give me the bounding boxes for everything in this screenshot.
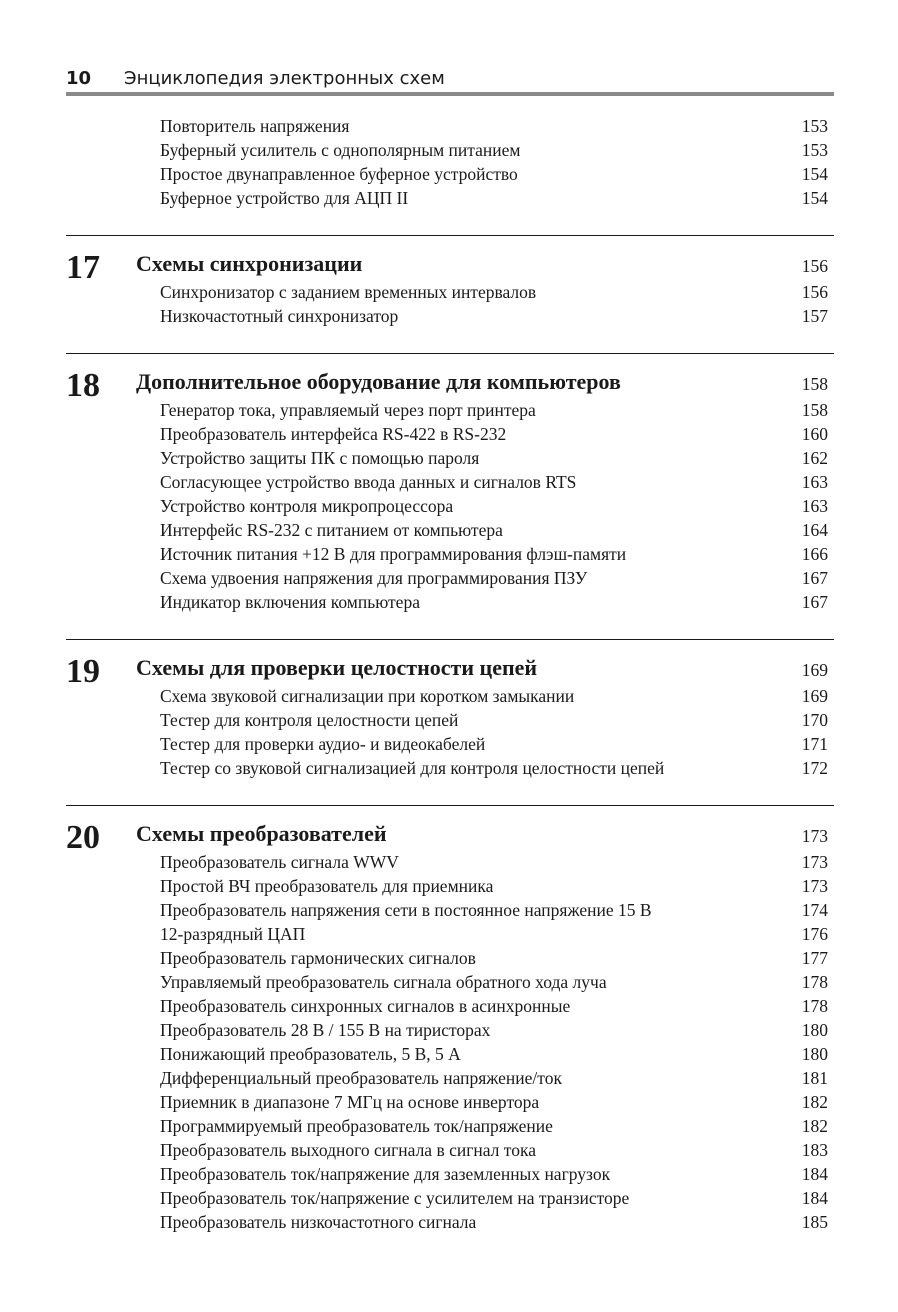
- toc-entry: [66, 874, 834, 898]
- entry-title: Буферное устройство для АЦП II: [160, 188, 409, 208]
- entry-page-number: 184: [801, 1164, 828, 1184]
- toc-entry: [66, 590, 834, 614]
- toc-entry: [66, 922, 834, 946]
- toc-entry: [66, 470, 834, 494]
- toc-entry: [66, 304, 834, 328]
- entry-title: Простое двунаправленное буферное устройство: [160, 164, 518, 184]
- entry-page-number: 178: [801, 996, 828, 1016]
- entry-page-number: 183: [801, 1140, 828, 1160]
- entry-page-number: 166: [801, 544, 828, 564]
- entry-title: Преобразователь интерфейса RS-422 в RS-232: [160, 424, 507, 444]
- entry-title: Преобразователь выходного сигнала в сигнал тока: [160, 1140, 536, 1160]
- entry-title: Преобразователь синхронных сигналов в асинхронные: [160, 996, 571, 1016]
- entry-title: Простой ВЧ преобразователь для приемника: [160, 876, 494, 896]
- toc-entry: [66, 708, 834, 732]
- toc-entry: [66, 732, 834, 756]
- chapter-number: 19: [66, 653, 100, 690]
- intro-entries: [66, 114, 834, 210]
- toc-entry: [66, 684, 834, 708]
- toc-entry: [66, 114, 834, 138]
- entry-title: Преобразователь 28 В / 155 В на тиристорах: [160, 1020, 491, 1040]
- toc-entry: [66, 1210, 834, 1234]
- entry-title: Преобразователь гармонических сигналов: [160, 948, 476, 968]
- toc-entry: [66, 162, 834, 186]
- chapter-section: [66, 353, 834, 614]
- chapter-heading: [66, 652, 834, 690]
- entry-page-number: 169: [801, 686, 828, 706]
- book-title: Энциклопедия электронных схем: [124, 68, 445, 89]
- toc-entry: [66, 1186, 834, 1210]
- entry-title: Преобразователь ток/напряжение для заземленных нагрузок: [160, 1164, 611, 1184]
- entry-page-number: 173: [801, 852, 828, 872]
- chapter-section: [66, 639, 834, 780]
- entry-page-number: 170: [801, 710, 828, 730]
- entry-page-number: 167: [801, 568, 828, 588]
- entry-page-number: 178: [801, 972, 828, 992]
- entry-title: Схема звуковой сигнализации при коротком замыкании: [160, 686, 575, 706]
- entry-page-number: 160: [801, 424, 828, 444]
- entry-title: Преобразователь напряжения сети в постоянное напряжение 15 В: [160, 900, 652, 920]
- entry-page-number: 180: [801, 1020, 828, 1040]
- toc-entry: [66, 898, 834, 922]
- entry-page-number: 172: [801, 758, 828, 778]
- chapter-number: 17: [66, 249, 100, 286]
- entry-page-number: 158: [801, 400, 828, 420]
- entry-title: Тестер для контроля целостности цепей: [160, 710, 459, 730]
- chapter-page-number: 173: [801, 826, 828, 846]
- entry-page-number: 176: [801, 924, 828, 944]
- entry-title: Тестер для проверки аудио- и видеокабелей: [160, 734, 486, 754]
- entry-title: Преобразователь ток/напряжение с усилителем на транзисторе: [160, 1188, 630, 1208]
- toc-entry: [66, 1042, 834, 1066]
- entry-page-number: 154: [801, 164, 828, 184]
- page-number: 10: [66, 68, 92, 89]
- entry-page-number: 184: [801, 1188, 828, 1208]
- entry-title: Понижающий преобразователь, 5 В, 5 А: [160, 1044, 461, 1064]
- entry-page-number: 167: [801, 592, 828, 612]
- entry-page-number: 180: [801, 1044, 828, 1064]
- entry-page-number: 154: [801, 188, 828, 208]
- entry-title: Приемник в диапазоне 7 МГц на основе инвертора: [160, 1092, 540, 1112]
- entry-title: Синхронизатор с заданием временных интервалов: [160, 282, 537, 302]
- toc-entry: [66, 542, 834, 566]
- entry-title: Преобразователь низкочастотного сигнала: [160, 1212, 477, 1232]
- entry-page-number: 174: [801, 900, 828, 920]
- entry-page-number: 163: [801, 472, 828, 492]
- entry-title: Преобразователь сигнала WWV: [160, 852, 399, 872]
- toc-entry: [66, 756, 834, 780]
- entry-page-number: 182: [801, 1092, 828, 1112]
- entry-page-number: 181: [801, 1068, 828, 1088]
- chapter-number: 18: [66, 367, 100, 404]
- entry-page-number: 157: [801, 306, 828, 326]
- entry-title: Индикатор включения компьютера: [160, 592, 420, 612]
- entry-title: Схема удвоения напряжения для программирования ПЗУ: [160, 568, 588, 588]
- toc-entry: [66, 946, 834, 970]
- running-header: [66, 66, 834, 96]
- entry-title: Согласующее устройство ввода данных и сигналов RTS: [160, 472, 577, 492]
- entry-title: Устройство защиты ПК с помощью пароля: [160, 448, 480, 468]
- toc-entry: [66, 138, 834, 162]
- entry-title: Устройство контроля микропроцессора: [160, 496, 454, 516]
- entry-title: Дифференциальный преобразователь напряжение/ток: [160, 1068, 562, 1088]
- toc-entry: [66, 994, 834, 1018]
- entry-page-number: 185: [801, 1212, 828, 1232]
- entry-page-number: 163: [801, 496, 828, 516]
- chapter-heading: [66, 366, 834, 404]
- chapter-page-number: 156: [801, 256, 828, 276]
- toc-entry: [66, 850, 834, 874]
- chapter-title: Схемы для проверки целостности цепей: [136, 655, 538, 680]
- toc-entry: [66, 446, 834, 470]
- entry-page-number: 156: [801, 282, 828, 302]
- entry-title: Буферный усилитель с однополярным питанием: [160, 140, 521, 160]
- chapter-section: [66, 235, 834, 328]
- entry-title: Программируемый преобразователь ток/напряжение: [160, 1116, 553, 1136]
- toc-entry: [66, 1090, 834, 1114]
- entry-title: Генератор тока, управляемый через порт принтера: [160, 400, 536, 420]
- chapter-heading: [66, 248, 834, 286]
- toc-entry: [66, 1162, 834, 1186]
- chapter-number: 20: [66, 819, 100, 856]
- entry-page-number: 182: [801, 1116, 828, 1136]
- entry-title: Управляемый преобразователь сигнала обратного хода луча: [160, 972, 607, 992]
- chapter-title: Дополнительное оборудование для компьютеров: [136, 369, 621, 394]
- entry-page-number: 153: [801, 116, 828, 136]
- chapter-title: Схемы преобразователей: [136, 821, 387, 846]
- entry-title: Повторитель напряжения: [160, 116, 350, 136]
- entry-page-number: 173: [801, 876, 828, 896]
- toc-entry: [66, 1114, 834, 1138]
- toc-entry: [66, 494, 834, 518]
- entry-title: Тестер со звуковой сигнализацией для контроля целостности цепей: [160, 758, 665, 778]
- entry-page-number: 171: [801, 734, 828, 754]
- toc-entry: [66, 422, 834, 446]
- toc-entry: [66, 1018, 834, 1042]
- toc-entry: [66, 970, 834, 994]
- chapter-page-number: 169: [801, 660, 828, 680]
- table-of-contents: [66, 114, 834, 1234]
- entry-page-number: 177: [801, 948, 828, 968]
- entry-page-number: 164: [801, 520, 828, 540]
- entry-page-number: 153: [801, 140, 828, 160]
- toc-entry: [66, 398, 834, 422]
- toc-entry: [66, 186, 834, 210]
- entry-title: 12-разрядный ЦАП: [160, 924, 306, 944]
- entry-page-number: 162: [801, 448, 828, 468]
- toc-entry: [66, 518, 834, 542]
- chapter-section: [66, 805, 834, 1234]
- entry-title: Интерфейс RS-232 с питанием от компьютера: [160, 520, 503, 540]
- toc-entry: [66, 280, 834, 304]
- chapter-page-number: 158: [801, 374, 828, 394]
- toc-entry: [66, 1066, 834, 1090]
- entry-title: Низкочастотный синхронизатор: [160, 306, 399, 326]
- entry-title: Источник питания +12 В для программирования флэш-памяти: [160, 544, 627, 564]
- toc-entry: [66, 1138, 834, 1162]
- chapter-heading: [66, 818, 834, 856]
- toc-entry: [66, 566, 834, 590]
- chapter-title: Схемы синхронизации: [136, 251, 363, 276]
